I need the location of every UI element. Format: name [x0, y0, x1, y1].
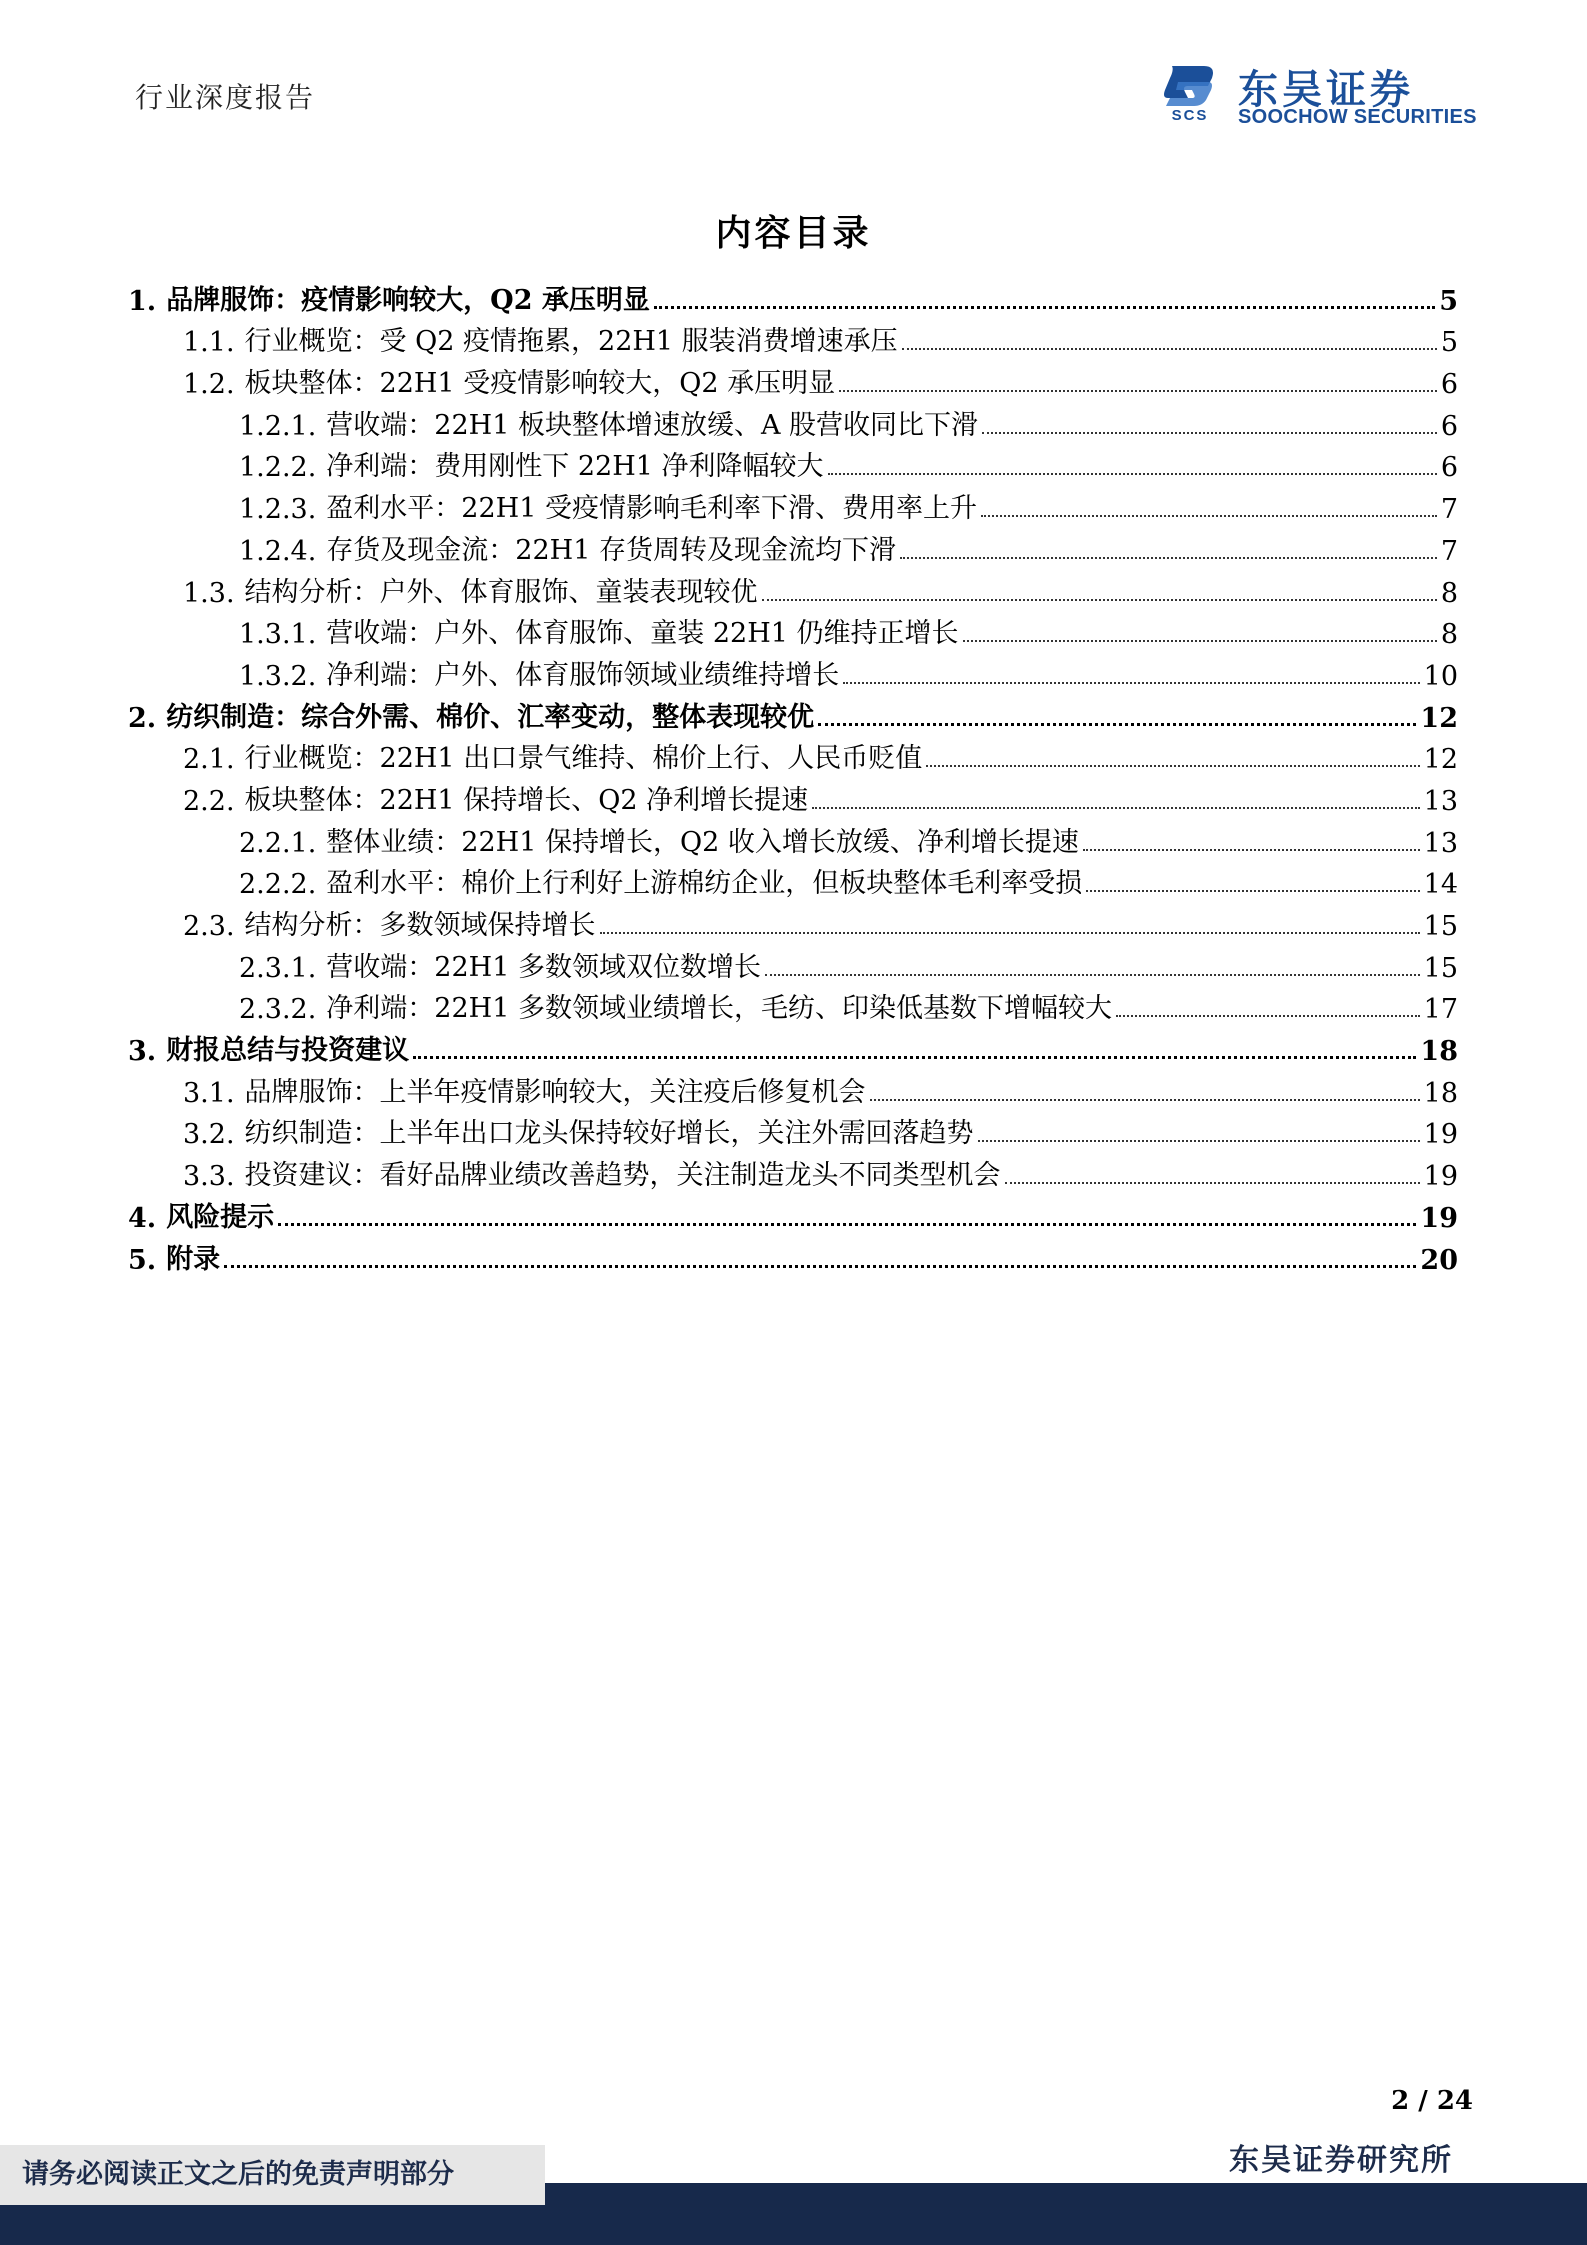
toc-entry-title: 品牌服饰：上半年疫情影响较大，关注疫后修复机会	[244, 1076, 866, 1108]
toc-leader-dots	[818, 723, 1416, 726]
toc-entry-title: 盈利水平：22H1 受疫情影响毛利率下滑、费用率上升	[326, 493, 977, 525]
toc-entry-page: 20	[1420, 1244, 1458, 1276]
toc-entry[interactable]	[128, 567, 1458, 609]
toc-leader-dots	[843, 682, 1419, 684]
toc-entry-number: 1.2.1.	[239, 410, 317, 442]
toc-leader-dots	[978, 1140, 1420, 1142]
toc-entry-number: 1.2.3.	[239, 494, 317, 526]
toc-entry[interactable]	[128, 609, 1458, 651]
toc-entry-title: 纺织制造：上半年出口龙头保持较好增长，关注外需回落趋势	[244, 1118, 974, 1150]
toc-entry-number: 3.1.	[183, 1077, 235, 1109]
toc-entry-number: 2.1.	[183, 744, 235, 776]
toc-entry-number: 2.3.	[183, 911, 235, 942]
toc-entry[interactable]	[128, 900, 1458, 942]
toc-entry-page: 19	[1423, 1161, 1458, 1193]
toc-entry-number: 2.2.2.	[239, 869, 317, 901]
toc-leader-dots	[762, 599, 1437, 601]
toc-entry-title: 盈利水平：棉价上行利好上游棉纺企业，但板块整体毛利率受损	[326, 868, 1083, 900]
toc-entry-number: 1.3.1.	[239, 619, 317, 651]
toc-entry[interactable]	[128, 525, 1458, 567]
toc-entry-number: 1.3.	[183, 577, 235, 609]
toc-leader-dots	[413, 1056, 1416, 1059]
toc-entry-number: 3.	[128, 1036, 157, 1068]
toc-entry-number: 4.	[128, 1202, 157, 1234]
toc-entry-page: 12	[1423, 744, 1458, 776]
toc-entry-title: 纺织制造：综合外需、棉价、汇率变动，整体表现较优	[166, 701, 815, 733]
disclaimer-note: 请务必阅读正文之后的免责声明部分	[0, 2145, 545, 2205]
toc-entry-page: 13	[1423, 827, 1458, 859]
toc-entry-page: 14	[1423, 869, 1458, 901]
toc-entry[interactable]	[128, 775, 1458, 817]
toc-entry[interactable]	[128, 275, 1458, 317]
toc-entry-title: 营收端：户外、体育服饰、童装 22H1 仍维持正增长	[326, 618, 959, 650]
toc-entry[interactable]	[128, 442, 1458, 484]
toc-entry[interactable]	[128, 650, 1458, 692]
toc-entry-page: 6	[1440, 410, 1458, 442]
toc-entry[interactable]	[128, 817, 1458, 859]
toc-entry-number: 3.3.	[183, 1161, 235, 1193]
toc-entry-title: 整体业绩：22H1 保持增长，Q2 收入增长放缓、净利增长提速	[326, 826, 1079, 858]
toc-entry[interactable]	[128, 483, 1458, 525]
toc-entry-page: 7	[1440, 535, 1458, 567]
toc-leader-dots	[812, 807, 1420, 809]
toc-entry-title: 净利端：22H1 多数领域业绩增长，毛纺、印染低基数下增幅较大	[326, 993, 1112, 1025]
toc-leader-dots	[654, 306, 1435, 309]
toc-entry-page: 8	[1440, 577, 1458, 609]
toc-entry-page: 5	[1439, 285, 1458, 317]
toc-leader-dots	[224, 1265, 1416, 1268]
page-indicator: 2 / 24	[1391, 2086, 1473, 2116]
toc-entry-page: 7	[1440, 494, 1458, 526]
toc-entry[interactable]	[128, 400, 1458, 442]
toc-entry[interactable]	[128, 942, 1458, 984]
toc-entry[interactable]	[128, 1109, 1458, 1151]
toc-entry[interactable]	[128, 1192, 1458, 1234]
toc-entry-page: 19	[1420, 1202, 1458, 1234]
toc-entry-page: 15	[1423, 952, 1458, 984]
toc-entry-page: 5	[1440, 327, 1458, 359]
toc-leader-dots	[839, 390, 1437, 392]
company-logo	[1158, 60, 1477, 130]
report-type-label: 行业深度报告	[135, 81, 316, 114]
toc-entry-title: 结构分析：多数领域保持增长	[244, 910, 596, 941]
toc-entry-title: 净利端：费用刚性下 22H1 净利降幅较大	[326, 451, 824, 483]
toc-entry[interactable]	[128, 1150, 1458, 1192]
toc-entry-page: 13	[1423, 785, 1458, 817]
toc-entry-page: 6	[1440, 369, 1458, 401]
toc-entry-number: 2.	[128, 702, 157, 734]
toc-entry[interactable]	[128, 317, 1458, 359]
toc-leader-dots	[765, 974, 1420, 976]
toc-entry-title: 板块整体：22H1 保持增长、Q2 净利增长提速	[244, 784, 809, 816]
toc-entry-number: 5.	[128, 1244, 157, 1276]
toc-entry-number: 1.	[128, 285, 157, 317]
toc-leader-dots	[963, 640, 1437, 642]
toc-entry-title: 行业概览：22H1 出口景气维持、棉价上行、人民币贬值	[244, 743, 923, 775]
toc-leader-dots	[1083, 849, 1420, 851]
toc-leader-dots	[870, 1099, 1420, 1101]
table-of-contents	[128, 275, 1458, 1276]
toc-entry-title: 营收端：22H1 板块整体增速放缓、A 股营收同比下滑	[326, 409, 979, 441]
toc-entry-page: 10	[1423, 660, 1458, 692]
toc-entry[interactable]	[128, 859, 1458, 901]
toc-entry-page: 18	[1423, 1077, 1458, 1109]
toc-entry-number: 2.2.1.	[239, 827, 317, 859]
toc-entry-title: 板块整体：22H1 受疫情影响较大，Q2 承压明显	[244, 368, 836, 400]
toc-entry[interactable]	[128, 984, 1458, 1026]
toc-entry-number: 3.2.	[183, 1119, 235, 1151]
toc-leader-dots	[926, 765, 1419, 767]
toc-entry-number: 1.2.	[183, 369, 235, 401]
toc-leader-dots	[600, 932, 1420, 934]
toc-entry-number: 1.3.2.	[239, 660, 317, 692]
toc-entry[interactable]	[128, 358, 1458, 400]
toc-entry-number: 2.3.2.	[239, 994, 317, 1026]
toc-entry-page: 15	[1423, 911, 1458, 942]
toc-entry-number: 1.1.	[183, 327, 235, 359]
toc-leader-dots	[1005, 1182, 1420, 1184]
toc-leader-dots	[981, 515, 1437, 517]
toc-entry-page: 12	[1420, 702, 1458, 734]
toc-entry-title: 存货及现金流：22H1 存货周转及现金流均下滑	[326, 534, 896, 566]
toc-entry-title: 财报总结与投资建议	[166, 1035, 410, 1067]
toc-leader-dots	[1086, 890, 1419, 892]
toc-entry-title: 行业概览：受 Q2 疫情拖累，22H1 服装消费增速承压	[244, 326, 898, 358]
toc-entry[interactable]	[128, 1025, 1458, 1067]
toc-entry[interactable]	[128, 692, 1458, 734]
toc-entry-number: 2.2.	[183, 785, 235, 817]
toc-leader-dots	[1116, 1015, 1420, 1017]
toc-entry-title: 净利端：户外、体育服饰领域业绩维持增长	[326, 659, 840, 691]
toc-entry-page: 17	[1423, 994, 1458, 1026]
logo-chinese-name: 东吴证券	[1238, 67, 1414, 113]
toc-entry-title: 投资建议：看好品牌业绩改善趋势，关注制造龙头不同类型机会	[244, 1160, 1001, 1192]
toc-entry-number: 1.2.2.	[239, 452, 317, 484]
toc-entry-title: 结构分析：户外、体育服饰、童装表现较优	[244, 576, 758, 608]
toc-leader-dots	[278, 1223, 1416, 1226]
toc-leader-dots	[900, 557, 1437, 559]
toc-entry-page: 19	[1423, 1119, 1458, 1151]
toc-entry[interactable]	[128, 734, 1458, 776]
logo-mark-text: SCS	[1171, 107, 1209, 124]
toc-title: 内容目录	[715, 213, 872, 254]
logo-english-name: SOOCHOW SECURITIES	[1238, 106, 1477, 128]
toc-entry-number: 1.2.4.	[239, 535, 317, 567]
toc-entry-page: 6	[1440, 452, 1458, 484]
toc-entry-page: 18	[1420, 1036, 1458, 1068]
toc-entry-title: 品牌服饰：疫情影响较大，Q2 承压明显	[166, 284, 650, 316]
toc-entry-page: 8	[1440, 619, 1458, 651]
footer-organization: 东吴证券研究所	[1229, 2143, 1453, 2178]
toc-leader-dots	[902, 348, 1437, 350]
toc-entry-title: 营收端：22H1 多数领域双位数增长	[326, 951, 761, 983]
toc-entry[interactable]	[128, 1234, 1458, 1276]
toc-leader-dots	[982, 432, 1437, 434]
toc-entry-number: 2.3.1.	[239, 952, 317, 984]
toc-leader-dots	[828, 473, 1437, 475]
toc-entry-title: 风险提示	[166, 1201, 275, 1233]
toc-entry-title: 附录	[166, 1243, 221, 1275]
toc-entry[interactable]	[128, 1067, 1458, 1109]
